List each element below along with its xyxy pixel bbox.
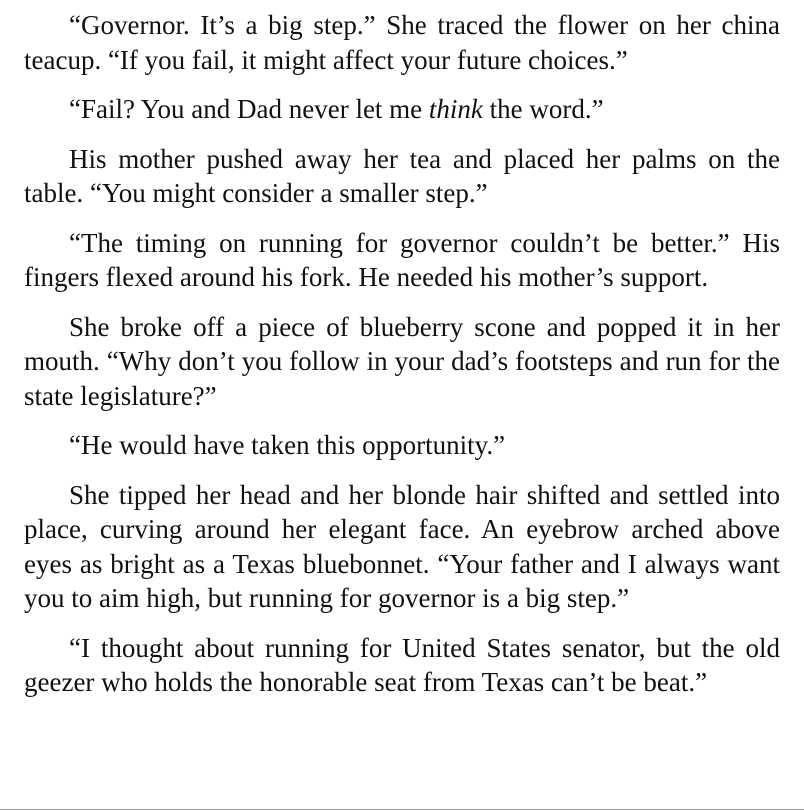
paragraph-2 xyxy=(24,92,780,127)
paragraph-2-emphasis: think xyxy=(428,94,483,124)
paragraph-6: “He would have taken this opportunity.” xyxy=(69,430,506,460)
book-page xyxy=(24,8,780,715)
paragraph-2-before: “Fail? You and Dad never let me xyxy=(69,94,429,124)
paragraph-4: “The timing on running for governor couldn’t be better.” His fingers flexed around his fork. He needed his mother’s support. xyxy=(24,227,780,292)
paragraph-1: “Governor. It’s a big step.” She traced the flower on her china teacup. “If you fail, it might affect your future choices.” xyxy=(24,10,780,75)
paragraph-3: His mother pushed away her tea and placed her palms on the table. “You might consider a smaller step.” xyxy=(24,143,780,208)
paragraph-2-after: the word.” xyxy=(482,94,604,124)
paragraph-8: “I thought about running for United States senator, but the old geezer who holds the honorable seat from Texas can’t be beat.” xyxy=(24,632,780,697)
paragraph-5: She broke off a piece of blueberry scone and popped it in her mouth. “Why don’t you follow in your dad’s footsteps and run for the state legislature?” xyxy=(24,311,780,411)
paragraph-7: She tipped her head and her blonde hair shifted and settled into place, curving around her elegant face. An eyebrow arched above eyes as bright as a Texas bluebonnet. “Your father and I always want you to aim high, but running for governor is a big step.” xyxy=(24,479,780,613)
